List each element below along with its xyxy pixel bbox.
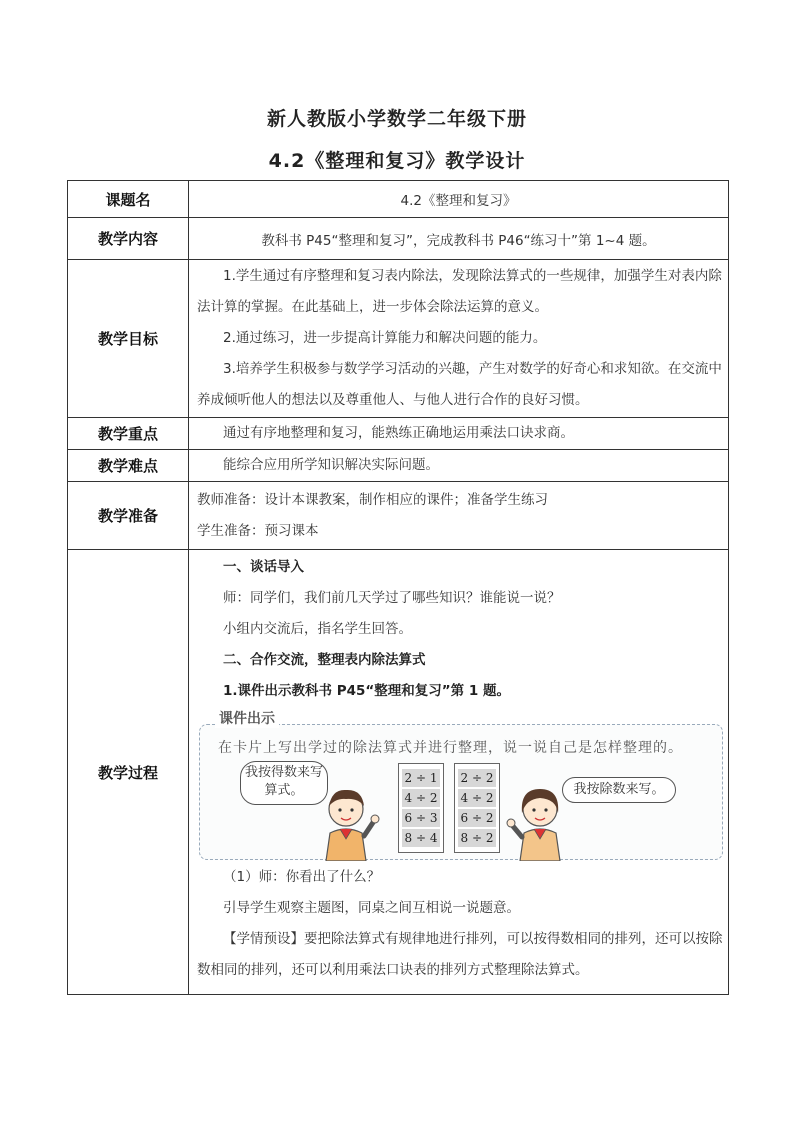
process-line: 师：同学们，我们前几天学过了哪些知识？谁能说一说？ [223, 590, 561, 606]
lesson-plan-table [67, 180, 729, 995]
courseware-instruction: 在卡片上写出学过的除法算式并进行整理，说一说自己是怎样整理的。 [218, 740, 683, 756]
process-line: 小组内交流后，指名学生回答。 [223, 621, 412, 637]
card-cell: 6 ÷ 2 [458, 809, 496, 827]
key-point-text: 通过有序地整理和复习，能熟练正确地运用乘法口诀求商。 [223, 425, 574, 441]
row-preparation [68, 482, 729, 550]
card-cell: 4 ÷ 2 [458, 789, 496, 807]
speech-bubble-right: 我按除数来写。 [562, 777, 676, 803]
label-process: 教学过程 [68, 550, 189, 995]
preset-tag: 【学情预设】 [223, 931, 304, 947]
division-card-right [454, 763, 500, 853]
row-difficulty [68, 450, 729, 482]
label-key-point: 教学重点 [68, 418, 189, 450]
value-goals [189, 260, 729, 418]
row-process [68, 550, 729, 995]
goal-item: 1.学生通过有序整理和复习表内除法，发现除法算式的一些规律，加强学生对表内除法计算的掌握。在此基础上，进一步体会除法运算的意义。 [197, 268, 722, 315]
difficulty-text: 能综合应用所学知识解决实际问题。 [223, 457, 439, 473]
courseware-figure [199, 708, 723, 860]
card-cell: 8 ÷ 4 [402, 829, 440, 847]
question-guide: 引导学生观察主题图，同桌之间互相说一说题意。 [223, 900, 520, 916]
label-topic: 课题名 [68, 181, 189, 218]
row-topic [68, 181, 729, 218]
goal-item: 2.通过练习，进一步提高计算能力和解决问题的能力。 [223, 330, 547, 346]
row-key-point [68, 418, 729, 450]
goal-item: 3.培养学生积极参与数学学习活动的兴趣，产生对数学的好奇心和求知欲。在交流中养成倾听他人的想法以及尊重他人、与他人进行合作的良好习惯。 [197, 361, 722, 408]
value-topic: 4.2《整理和复习》 [189, 181, 729, 218]
card-cell: 4 ÷ 2 [402, 789, 440, 807]
section-heading: 一、谈话导入 [223, 559, 304, 575]
label-preparation: 教学准备 [68, 482, 189, 550]
card-cell: 6 ÷ 3 [402, 809, 440, 827]
question-line: （1）师：你看出了什么？ [223, 869, 381, 885]
label-content: 教学内容 [68, 218, 189, 260]
speech-bubble-left: 我按得数来写算式。 [240, 761, 328, 805]
value-content: 教科书 P45“整理和复习”，完成教科书 P46“练习十”第 1~4 题。 [189, 218, 729, 260]
card-cell: 8 ÷ 2 [458, 829, 496, 847]
section-heading: 二、合作交流，整理表内除法算式 [223, 652, 426, 668]
row-content [68, 218, 729, 260]
preset-paragraph [189, 924, 731, 986]
label-goals: 教学目标 [68, 260, 189, 418]
value-preparation [189, 482, 729, 550]
courseware-panel [199, 724, 723, 860]
card-cell: 2 ÷ 1 [402, 769, 440, 787]
teacher-preparation: 教师准备：设计本课教案，制作相应的课件；准备学生练习 [197, 491, 548, 508]
document-title: 新人教版小学数学二年级下册 [266, 108, 527, 130]
division-card-left [398, 763, 444, 853]
preset-text: 要把除法算式有规律地进行排列，可以按得数相同的排列，还可以按除数相同的排列，还可以利用乘法口诀表的排列方式整理除法算式。 [197, 931, 723, 978]
card-cell: 2 ÷ 2 [458, 769, 496, 787]
value-process [189, 550, 729, 995]
value-key-point [189, 418, 729, 450]
student-preparation: 学生准备：预习课本 [197, 522, 319, 539]
process-step: 1.课件出示教科书 P45“整理和复习”第 1 题。 [223, 683, 510, 699]
label-difficulty: 教学难点 [68, 450, 189, 482]
document-subtitle: 4.2《整理和复习》教学设计 [268, 150, 526, 172]
value-difficulty [189, 450, 729, 482]
courseware-tag: 课件出示 [215, 708, 279, 728]
row-goals [68, 260, 729, 418]
boy-illustration [312, 781, 382, 861]
